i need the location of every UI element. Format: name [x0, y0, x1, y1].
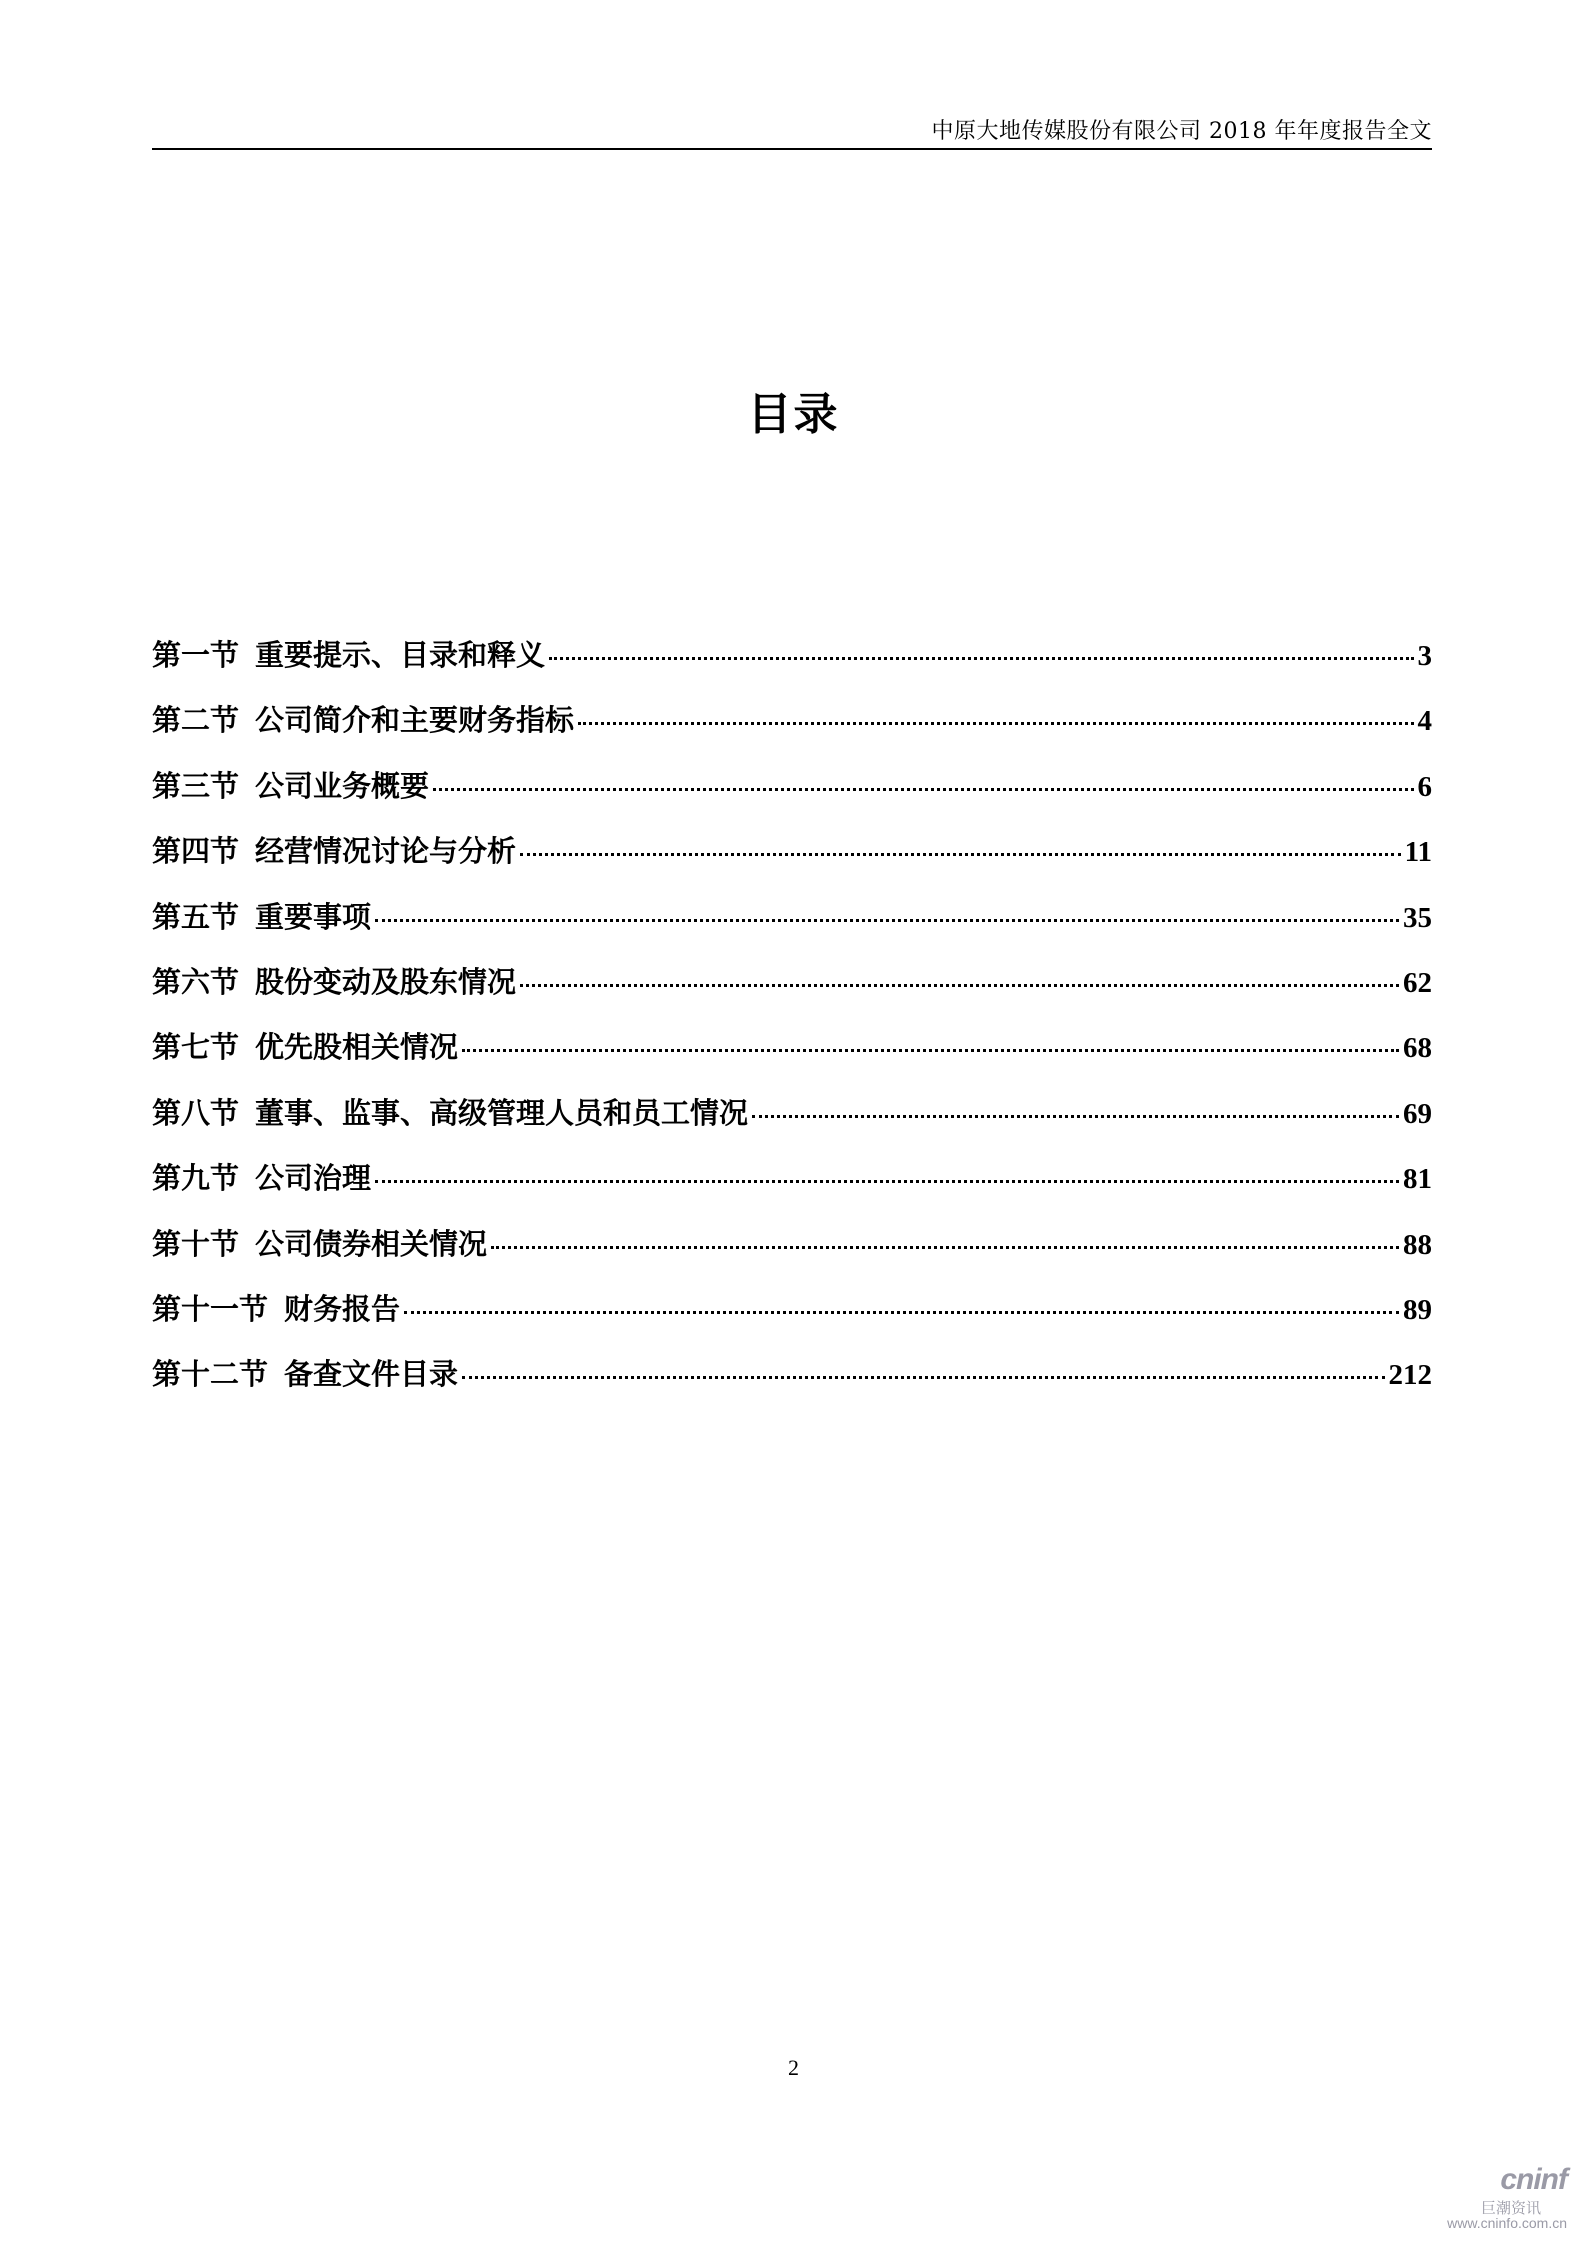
- toc-entry[interactable]: [152, 1287, 1432, 1352]
- toc-section-name: 公司简介和主要财务指标: [255, 703, 575, 738]
- toc-dot-leader: [549, 657, 1413, 660]
- toc-section-number: 第八节: [152, 1095, 240, 1130]
- toc-entry[interactable]: [152, 895, 1432, 960]
- toc-section-number: 第十节: [152, 1226, 240, 1261]
- toc-page-number: 6: [1417, 770, 1432, 803]
- toc-dot-leader: [375, 919, 1399, 922]
- toc-page-number: 4: [1417, 705, 1432, 738]
- toc-section-number: 第一节: [152, 638, 240, 672]
- page-header: [152, 108, 1432, 150]
- toc-page-number: 62: [1403, 966, 1432, 999]
- toc-entry[interactable]: [152, 1091, 1432, 1156]
- header-title: 中原大地传媒股份有限公司 2018 年年度报告全文: [931, 119, 1432, 144]
- toc-entry[interactable]: [152, 829, 1432, 894]
- toc-section-number: 第十一节: [152, 1291, 269, 1326]
- toc-page-number: 3: [1417, 640, 1432, 672]
- toc-page-number: 89: [1403, 1293, 1432, 1326]
- cninfo-url: www.cninfo.com.cn: [1447, 2215, 1567, 2231]
- page-footer-number: 2: [788, 2055, 799, 2080]
- toc-section-number: 第九节: [152, 1161, 240, 1196]
- toc-section-name: 备查文件目录: [284, 1357, 459, 1392]
- toc-dot-leader: [462, 1049, 1399, 1052]
- toc-section-number: 第五节: [152, 899, 240, 934]
- toc-dot-leader: [462, 1376, 1384, 1379]
- toc-section-name: 重要事项: [255, 899, 372, 934]
- toc-section-name: 经营情况讨论与分析: [255, 834, 517, 869]
- toc-page-number: 11: [1404, 836, 1432, 869]
- toc-section-number: 第七节: [152, 1030, 240, 1065]
- table-of-contents: [152, 633, 1432, 1418]
- toc-section-name: 公司业务概要: [255, 768, 430, 803]
- toc-page-number: 35: [1403, 901, 1432, 934]
- toc-page-number: 81: [1403, 1163, 1432, 1196]
- toc-dot-leader: [520, 853, 1401, 856]
- toc-entry[interactable]: [152, 1222, 1432, 1287]
- toc-section-number: 第二节: [152, 703, 240, 738]
- toc-entry[interactable]: [152, 633, 1432, 698]
- page-title: 目录: [747, 389, 840, 440]
- toc-section-name: 股份变动及股东情况: [255, 964, 517, 999]
- toc-entry[interactable]: [152, 1025, 1432, 1090]
- toc-page-number: 88: [1403, 1228, 1432, 1261]
- toc-dot-leader: [404, 1311, 1399, 1314]
- toc-dot-leader: [491, 1246, 1399, 1249]
- toc-section-number: 第六节: [152, 964, 240, 999]
- toc-page-number: 212: [1388, 1359, 1432, 1392]
- toc-dot-leader: [433, 788, 1413, 791]
- toc-section-name: 公司治理: [255, 1161, 372, 1196]
- cninfo-watermark: [1417, 2163, 1567, 2231]
- toc-page-number: 68: [1403, 1032, 1432, 1065]
- toc-dot-leader: [375, 1180, 1399, 1183]
- toc-entry[interactable]: [152, 1156, 1432, 1221]
- toc-dot-leader: [578, 722, 1413, 725]
- toc-entry[interactable]: [152, 960, 1432, 1025]
- toc-section-number: 第四节: [152, 834, 240, 869]
- toc-entry[interactable]: [152, 1352, 1432, 1417]
- toc-entry[interactable]: [152, 698, 1432, 763]
- toc-section-name: 重要提示、目录和释义: [255, 638, 546, 672]
- toc-dot-leader: [752, 1115, 1399, 1118]
- toc-section-name: 董事、监事、高级管理人员和员工情况: [255, 1095, 749, 1130]
- cninfo-logo: cninf: [1500, 2163, 1567, 2196]
- toc-dot-leader: [520, 984, 1399, 987]
- toc-section-number: 第三节: [152, 768, 240, 803]
- toc-section-name: 优先股相关情况: [255, 1030, 459, 1065]
- toc-section-name: 公司债券相关情况: [255, 1226, 488, 1261]
- cninfo-name: 巨潮资讯: [1480, 2200, 1541, 2217]
- toc-section-name: 财务报告: [284, 1291, 401, 1326]
- toc-section-number: 第十二节: [152, 1357, 269, 1392]
- toc-entry[interactable]: [152, 764, 1432, 829]
- toc-page-number: 69: [1403, 1097, 1432, 1130]
